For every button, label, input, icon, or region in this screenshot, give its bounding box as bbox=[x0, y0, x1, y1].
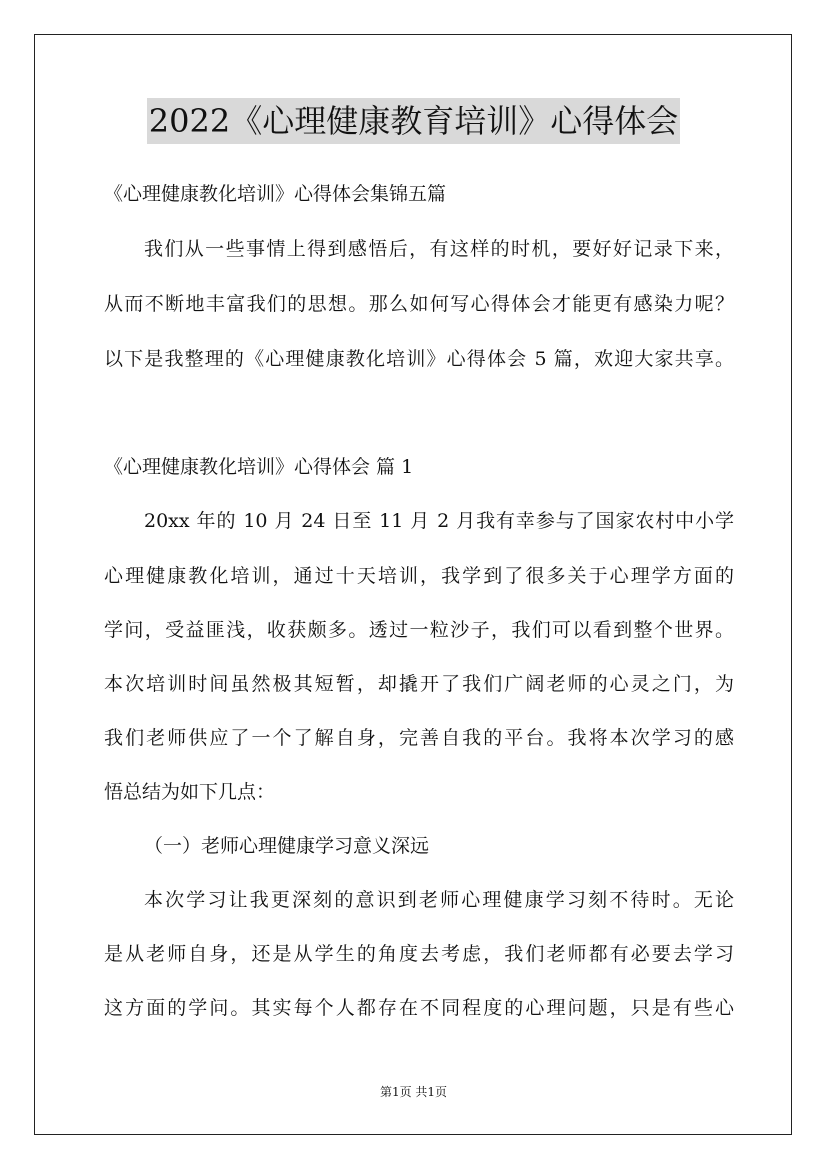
title-container bbox=[0, 98, 827, 144]
point-heading: （一）老师心理健康学习意义深远 bbox=[144, 835, 430, 857]
para2-line-3: 这方面的学问。其实每个人都存在不同程度的心理问题，只是有些心 bbox=[104, 997, 734, 1019]
section-heading: 《心理健康教化培训》心得体会 篇 1 bbox=[104, 456, 414, 478]
page-footer: 第1页 共1页 bbox=[379, 1085, 448, 1099]
para2-line-1: 本次学习让我更深刻的意识到老师心理健康学习刻不待时。无论 bbox=[144, 889, 734, 911]
intro-line-1: 我们从一些事情上得到感悟后，有这样的时机，要好好记录下来， bbox=[144, 238, 734, 260]
para1-line-6: 悟总结为如下几点： bbox=[104, 781, 276, 803]
para1-line-5: 我们老师供应了一个了解自身，完善自我的平台。我将本次学习的感 bbox=[104, 727, 734, 749]
para1-line-1: 20xx 年的 10 月 24 日至 11 月 2 月我有幸参与了国家农村中小学 bbox=[144, 510, 734, 532]
para1-line-2: 心理健康教化培训，通过十天培训，我学到了很多关于心理学方面的 bbox=[104, 565, 734, 587]
document-title: 2022《心理健康教育培训》心得体会 bbox=[147, 98, 680, 144]
para1-line-4: 本次培训时间虽然极其短暂，却撬开了我们广阔老师的心灵之门，为 bbox=[104, 673, 734, 695]
para2-line-2: 是从老师自身，还是从学生的角度去考虑，我们老师都有必要去学习 bbox=[104, 943, 734, 965]
document-subtitle: 《心理健康教化培训》心得体会集锦五篇 bbox=[104, 183, 447, 205]
intro-line-3: 以下是我整理的《心理健康教化培训》心得体会 5 篇，欢迎大家共享。 bbox=[104, 348, 734, 370]
para1-line-3: 学问，受益匪浅，收获颇多。透过一粒沙子，我们可以看到整个世界。 bbox=[104, 619, 734, 641]
intro-line-2: 从而不断地丰富我们的思想。那么如何写心得体会才能更有感染力呢？ bbox=[104, 293, 734, 315]
